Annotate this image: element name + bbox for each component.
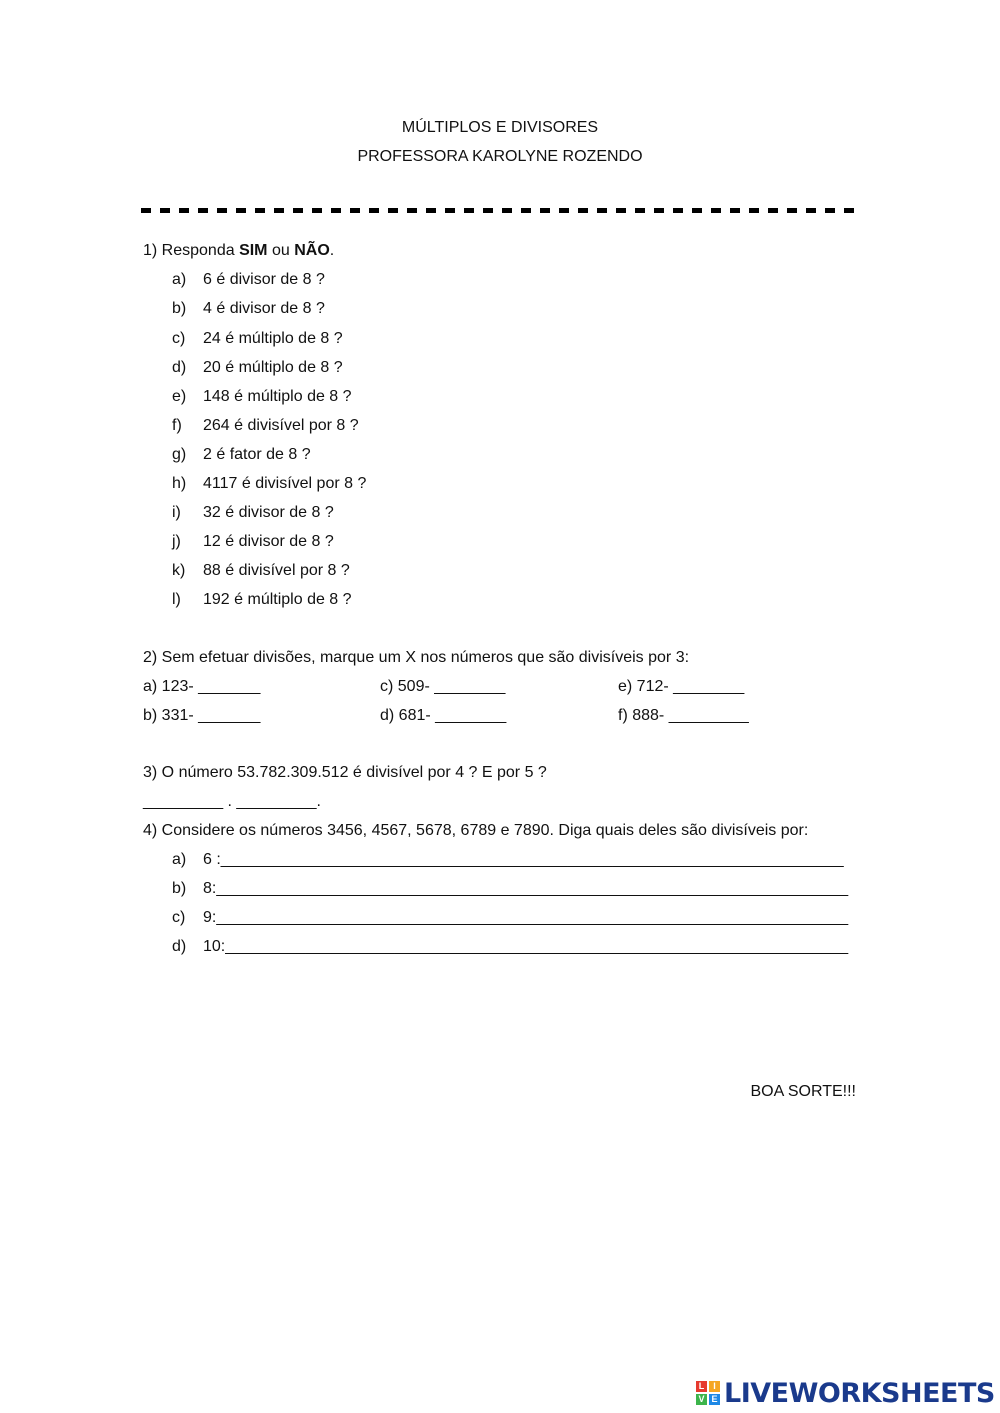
list-item: 4 é divisor de 8 ? bbox=[203, 300, 325, 317]
list-item: 12 é divisor de 8 ? bbox=[203, 533, 334, 550]
item-letter: b) bbox=[172, 880, 187, 897]
list-item: 20 é múltiplo de 8 ? bbox=[203, 359, 343, 376]
list-item: 264 é divisível por 8 ? bbox=[203, 417, 359, 434]
logo-block: L bbox=[696, 1381, 707, 1392]
question-2-heading: 2) Sem efetuar divisões, marque um X nos números que são divisíveis por 3: bbox=[143, 649, 690, 666]
page-title: MÚLTIPLOS E DIVISORES bbox=[401, 119, 599, 136]
item-letter: d) bbox=[172, 938, 187, 955]
list-item: 4117 é divisível por 8 ? bbox=[203, 475, 367, 492]
item-letter: c) bbox=[172, 909, 186, 926]
logo-icon bbox=[696, 1381, 720, 1405]
item-letter: a) bbox=[172, 271, 187, 288]
question-1-heading: 1) Responda SIM ou NÃO. bbox=[143, 242, 335, 259]
item-letter: k) bbox=[172, 562, 186, 579]
item-letter: h) bbox=[172, 475, 187, 492]
item-letter: c) bbox=[172, 330, 186, 347]
liveworksheets-logo[interactable] bbox=[696, 1378, 995, 1408]
item-letter: l) bbox=[172, 591, 181, 608]
answer-item: c) 509- ________ bbox=[380, 678, 506, 695]
question-3-heading: 3) O número 53.782.309.512 é divisível por 4 ? E por 5 ? bbox=[143, 764, 547, 781]
answer-item: f) 888- _________ bbox=[618, 707, 749, 724]
item-letter: e) bbox=[172, 388, 187, 405]
answer-line: _________ . _________. bbox=[143, 793, 321, 810]
answer-line: 8:_______________________________________________________________________ bbox=[203, 880, 849, 897]
item-letter: j) bbox=[172, 533, 181, 550]
logo-block: E bbox=[709, 1394, 720, 1405]
answer-item: b) 331- _______ bbox=[143, 707, 261, 724]
page-subtitle: PROFESSORA KAROLYNE ROZENDO bbox=[357, 148, 643, 165]
answer-line: 10:______________________________________________________________________ bbox=[203, 938, 849, 955]
item-letter: d) bbox=[172, 359, 187, 376]
list-item: 192 é múltiplo de 8 ? bbox=[203, 591, 352, 608]
answer-item: a) 123- _______ bbox=[143, 678, 261, 695]
item-letter: g) bbox=[172, 446, 187, 463]
item-letter: a) bbox=[172, 851, 187, 868]
question-4-heading: 4) Considere os números 3456, 4567, 5678, 6789 e 7890. Diga quais deles são divisíveis por: bbox=[143, 822, 809, 839]
list-item: 2 é fator de 8 ? bbox=[203, 446, 311, 463]
logo-text: LIVEWORKSHEETS bbox=[724, 1377, 995, 1409]
answer-line: 6 :______________________________________________________________________ bbox=[203, 851, 844, 868]
item-letter: f) bbox=[172, 417, 182, 434]
logo-block: V bbox=[696, 1394, 707, 1405]
list-item: 6 é divisor de 8 ? bbox=[203, 271, 325, 288]
logo-block: I bbox=[709, 1381, 720, 1392]
list-item: 24 é múltiplo de 8 ? bbox=[203, 330, 343, 347]
answer-line: 9:_______________________________________________________________________ bbox=[203, 909, 849, 926]
list-item: 32 é divisor de 8 ? bbox=[203, 504, 334, 521]
item-letter: i) bbox=[172, 504, 181, 521]
item-letter: b) bbox=[172, 300, 187, 317]
list-item: 88 é divisível por 8 ? bbox=[203, 562, 350, 579]
list-item: 148 é múltiplo de 8 ? bbox=[203, 388, 352, 405]
answer-item: e) 712- ________ bbox=[618, 678, 745, 695]
dashed-divider bbox=[141, 208, 858, 213]
good-luck-text: BOA SORTE!!! bbox=[750, 1083, 856, 1100]
answer-item: d) 681- ________ bbox=[380, 707, 507, 724]
